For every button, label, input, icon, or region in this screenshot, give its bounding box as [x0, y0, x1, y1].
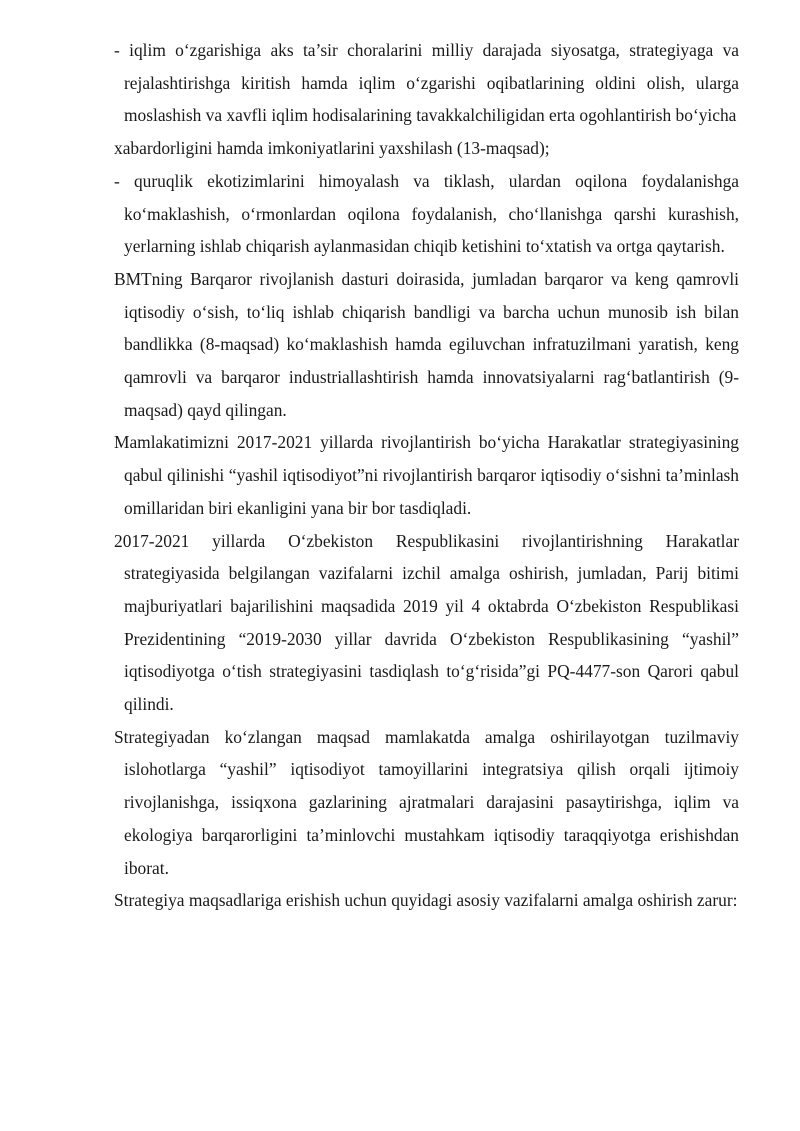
bullet-item-land-ecosystems: - quruqlik ekotizimlarini himoyalash va tiklash, ulardan oqilona foydalanishga ko‘maklashish, o‘rmonlardan oqilona foydalanish, cho‘llanishga qarshi kurashish, yerlarning ishlab chiqarish aylanmasidan chiqib ketishini to‘xtatish va ortga qaytarish.: [114, 170, 739, 257]
bullet-item-climate-goal: - iqlim o‘zgarishiga aks ta’sir choralarini milliy darajada siyosatga, strategiyaga va rejalashtirishga kiritish hamda iqlim o‘zgarishi oqibatlarining oldini olish, ularga moslashish va xavfli iqlim hodisalarining tavakkalchiligidan erta ogohlantirish bo‘yicha: [114, 40, 739, 126]
document-page: [114, 34, 739, 917]
paragraph-action-strategy: Mamlakatimizni 2017-2021 yillarda rivojlantirish bo‘yicha Harakatlar strategiyasining qabul qilinishi “yashil iqtisodiyot”ni rivojlantirish barqaror iqtisodiy o‘sishni ta’minlash omillaridan biri ekanligini yana bir bor tasdiqladi.: [114, 432, 739, 518]
paragraph-strategy-goal: Strategiyadan ko‘zlangan maqsad mamlakatda amalga oshirilayotgan tuzilmaviy islohotlarga “yashil” iqtisodiyot tamoyillarini integratsiya qilish orqali ijtimoiy rivojlanishga, issiqxona gazlarining ajratmalari darajasini pasaytirishga, iqlim va ekologiya barqarorligini ta’minlovchi mustahkam iqtisodiy taraqqiyotga erishishdan iborat.: [114, 726, 739, 878]
paragraph-strategy-tasks: Strategiya maqsadlariga erishish uchun quyidagi asosiy vazifalarni amalga oshirish zarur:: [114, 890, 738, 911]
paragraph-continuation: xabardorligini hamda imkoniyatlarini yaxshilash (13-maqsad);: [114, 138, 550, 159]
paragraph-un-sdg: BMTning Barqaror rivojlanish dasturi doirasida, jumladan barqaror va keng qamrovli iqtisodiy o‘sish, to‘liq ishlab chiqarish bandligi va barcha uchun munosib ish bilan bandlikka (8-maqsad) ko‘maklashish hamda egiluvchan infratuzilmani yaratish, keng qamrovli va barqaror industriallashtirish hamda innovatsiyalarni rag‘batlantirish (9-maqsad) qayd qilingan.: [114, 268, 739, 420]
paragraph-green-economy-decree: 2017-2021 yillarda O‘zbekiston Respublikasini rivojlantirishning Harakatlar strategiyasida belgilangan vazifalarni izchil amalga oshirish, jumladan, Parij bitimi majburiyatlari bajarilishini maqsadida 2019 yil 4 oktabrda O‘zbekiston Respublikasi Prezidentining “2019-2030 yillar davrida O‘zbekiston Respublikasining “yashil” iqtisodiyotga o‘tish strategiyasini tasdiqlash to‘g‘risida”gi PQ-4477-son Qarori qabul qilindi.: [114, 530, 739, 715]
